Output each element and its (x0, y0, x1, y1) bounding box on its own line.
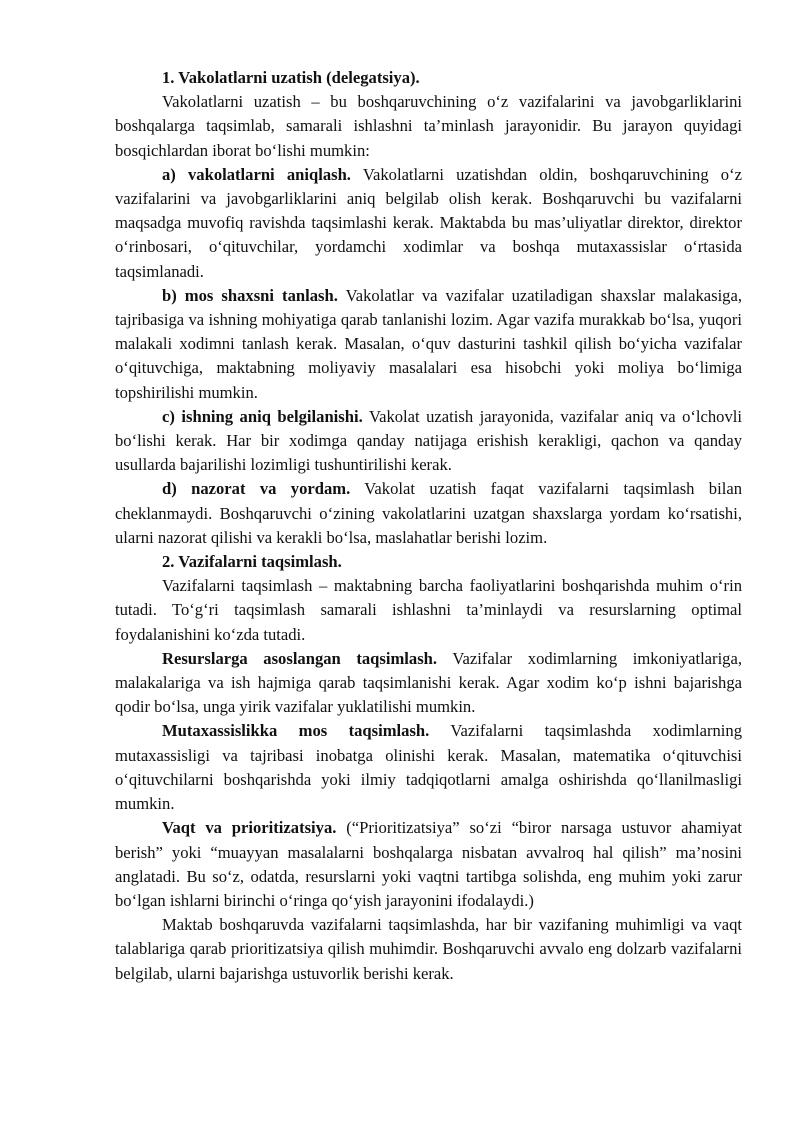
prioritization-lead: Vaqt va prioritizatsiya. (162, 818, 337, 838)
prioritization-text: (“Prioritizatsiya” so‘zi “biror narsaga ustuvor ahamiyat berish” yoki “muayyan masalalarni boshqalarga nisbatan avvalroq hal qilish” ma’nosini anglatadi. Bu so‘z, odatda, resurslarni yoki vaqtni tartibga solishda, eng muhim yoki zarur bo‘lgan ishlarni birinchi o‘ringa qo‘yish jarayonini ifodalaydi.) (115, 818, 742, 910)
resource-based-text: Vazifalar xodimlarning imkoniyatlariga, malakalariga va ish hajmiga qarab taqsimlanishi kerak. Agar xodim ko‘p ishni bajarishga qodir bo‘lsa, unga yirik vazifalar yuklatilishi mumkin. (115, 648, 742, 717)
resource-based-lead: Resurslarga asoslangan taqsimlash. (162, 648, 438, 668)
step-c-lead: c) ishning aniq belgilanishi. (162, 406, 363, 426)
specialization-paragraph (115, 719, 742, 816)
step-a-text: Vakolatlarni uzatishdan oldin, boshqaruvchining o‘z vazifalarini va javobgarliklarini aniq belgilab olish kerak. Boshqaruvchi bu vazifalarni maqsadga muvofiq ravishda taqsimlashi kerak. Maktabda bu mas’uliyatlar direktor, direktor o‘rinbosari, o‘qituvchilar, yordamchi xodimlar va boshqa mutaxassislar o‘rtasida taqsimlanadi. (115, 164, 742, 281)
step-a-paragraph (115, 163, 742, 284)
prioritization-paragraph (115, 816, 742, 913)
step-d-text: Vakolat uzatish faqat vazifalarni taqsimlash bilan cheklanmaydi. Boshqaruvchi o‘zining vakolatlarini uzatgan shaxslarga yordam ko‘rsatishi, ularni nazorat qilishi va kerakli bo‘lsa, maslahatlar berishi lozim. (115, 479, 742, 547)
step-c-text: Vakolat uzatish jarayonida, vazifalar aniq va o‘lchovli bo‘lishi kerak. Har bir xodimga qanday natijaga erishish kerakligi, qachon va qanday usullarda bajarilishi lozimligi tushuntirilishi kerak. (115, 406, 742, 475)
step-c-paragraph (115, 405, 742, 478)
step-b-lead: b) mos shaxsni tanlash. (162, 285, 338, 305)
intro-paragraph: Vakolatlarni uzatish – bu boshqaruvchining o‘z vazifalarini va javobgarliklarini boshqalarga taqsimlab, samarali ishlashni ta’minlash jarayonidir. Bu jarayon quyidagi bosqichlardan iborat bo‘lishi mumkin: (115, 92, 742, 160)
closing-paragraph: Maktab boshqaruvda vazifalarni taqsimlashda, har bir vazifaning muhimligi va vaqt talablariga qarab prioritizatsiya qilish muhimdir. Boshqaruvchi avvalo eng dolzarb vazifalarni belgilab, ularni bajarishga ustuvorlik berishi kerak. (115, 915, 742, 983)
resource-based-paragraph (115, 647, 742, 720)
specialization-text: Vazifalarni taqsimlashda xodimlarning mutaxassisligi va tajribasi inobatga olinishi kerak. Masalan, matematika o‘qituvchisi o‘qituvchilarni boshqarishda yoki ilmiy tadqiqotlarni amalga oshirishda qo‘llanilmasligi mumkin. (115, 721, 743, 814)
section-heading-delegation: 1. Vakolatlarni uzatish (delegatsiya). (162, 68, 420, 87)
step-b-paragraph (115, 284, 742, 405)
step-b-text: Vakolatlar va vazifalar uzatiladigan shaxslar malakasiga, tajribasiga va ishning mohiyatiga qarab tanlanishi lozim. Agar vazifa murakkab bo‘lsa, yuqori malakali xodimni tanlash kerak. Masalan, o‘quv dasturini tashkil qilish bo‘yicha vazifalar o‘qituvchiga, maktabning moliyaviy masalalari esa hisobchi yoki moliya bo‘limiga topshirilishi mumkin. (115, 285, 742, 402)
step-d-lead: d) nazorat va yordam. (162, 479, 351, 499)
task-distribution-intro: Vazifalarni taqsimlash – maktabning barcha faoliyatlarini boshqarishda muhim o‘rin tutadi. To‘g‘ri taqsimlash samarali ishlashni ta’minlaydi va resurslarning optimal foydalanishini ko‘zda tutadi. (115, 576, 742, 644)
specialization-lead: Mutaxassislikka mos taqsimlash. (162, 721, 430, 741)
step-d-paragraph (115, 477, 742, 550)
document-page (115, 66, 742, 986)
step-a-lead: a) vakolatlarni aniqlash. (162, 164, 351, 184)
section-heading-task-distribution: 2. Vazifalarni taqsimlash. (162, 552, 342, 572)
